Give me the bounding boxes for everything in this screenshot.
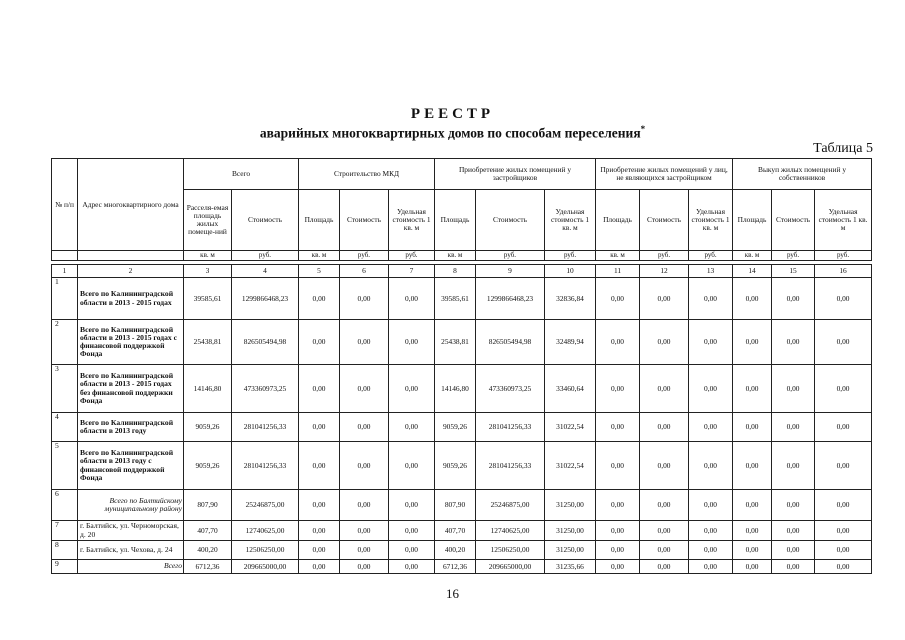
row-value: 281041256,33 [232,442,299,490]
column-number: 8 [435,265,476,278]
row-value: 0,00 [640,278,689,320]
row-value: 0,00 [815,413,872,442]
row-value: 32489,94 [545,320,596,365]
row-value: 0,00 [733,278,772,320]
row-value: 25438,81 [184,320,232,365]
row-number: 8 [52,541,78,560]
row-value: 473360973,25 [476,365,545,413]
unit-cell: кв. м [733,251,772,261]
row-value: 0,00 [733,320,772,365]
row-value: 25438,81 [435,320,476,365]
col-header-area: Площадь [596,190,640,251]
row-value: 0,00 [640,541,689,560]
column-number: 3 [184,265,232,278]
row-address: Всего по Калининградской области в 2013 - 2015 годах без финансовой поддержки Фонда [78,365,184,413]
row-value: 0,00 [299,560,340,574]
table-row [52,413,872,442]
col-header-cost: Стоимость [476,190,545,251]
row-value: 0,00 [596,541,640,560]
row-value: 281041256,33 [476,442,545,490]
row-value: 209665000,00 [232,560,299,574]
row-value: 1299866468,23 [232,278,299,320]
row-value: 0,00 [689,365,733,413]
row-value: 0,00 [299,521,340,541]
row-value: 0,00 [340,560,389,574]
column-number: 12 [640,265,689,278]
row-value: 0,00 [733,413,772,442]
group-header-mkd: Строительство МКД [299,159,435,190]
row-value: 826505494,98 [232,320,299,365]
document-subtitle [0,124,905,142]
row-value: 39585,61 [435,278,476,320]
row-value: 807,90 [184,490,232,521]
row-value: 0,00 [340,442,389,490]
row-value: 0,00 [815,560,872,574]
row-number: 6 [52,490,78,521]
row-value: 0,00 [596,413,640,442]
row-value: 0,00 [733,490,772,521]
row-address: Всего по Калининградской области в 2013 году с финансовой поддержкой Фонда [78,442,184,490]
row-value: 25246875,00 [232,490,299,521]
row-value: 0,00 [596,560,640,574]
row-value: 0,00 [389,490,435,521]
col-header-unit-cost: Удельная стоимость 1 кв. м [689,190,733,251]
table-row [52,560,872,574]
row-number: 2 [52,320,78,365]
row-value: 6712,36 [184,560,232,574]
row-number: 7 [52,521,78,541]
row-value: 0,00 [596,521,640,541]
col-header-unit-cost: Удельная стоимость 1 кв. м [389,190,435,251]
row-value: 0,00 [340,278,389,320]
row-value: 0,00 [689,521,733,541]
units-row [52,251,872,261]
column-number: 9 [476,265,545,278]
row-value: 0,00 [596,490,640,521]
row-address: г. Балтийск, ул. Чехова, д. 24 [78,541,184,560]
row-value: 281041256,33 [232,413,299,442]
units-spacer [78,251,184,261]
col-header-unit-cost: Удельная стоимость 1 кв. м [545,190,596,251]
footnote-mark: * [640,124,646,134]
row-value: 0,00 [299,442,340,490]
row-value: 0,00 [772,278,815,320]
group-header-total: Всего [184,159,299,190]
row-value: 0,00 [815,278,872,320]
unit-cell: кв. м [435,251,476,261]
group-header-buyout: Выкуп жилых помещений у собственников [733,159,872,190]
column-number: 15 [772,265,815,278]
unit-cell: кв. м [184,251,232,261]
row-value: 0,00 [733,521,772,541]
row-value: 0,00 [772,320,815,365]
row-address: Всего по Калининградской области в 2013 - 2015 годах с финансовой поддержкой Фонда [78,320,184,365]
column-number: 11 [596,265,640,278]
row-value: 0,00 [640,413,689,442]
row-value: 14146,80 [184,365,232,413]
row-value: 0,00 [772,490,815,521]
row-value: 9059,26 [435,413,476,442]
row-number: 9 [52,560,78,574]
row-value: 0,00 [596,278,640,320]
table-row [52,521,872,541]
row-value: 0,00 [389,442,435,490]
row-value: 826505494,98 [476,320,545,365]
unit-cell: руб. [340,251,389,261]
unit-cell: руб. [232,251,299,261]
row-value: 31022,54 [545,413,596,442]
col-header-cost: Стоимость [232,190,299,251]
column-number: 4 [232,265,299,278]
column-number: 5 [299,265,340,278]
group-header-developers: Приобретение жилых помещений у застройщиков [435,159,596,190]
column-number: 14 [733,265,772,278]
column-number: 2 [78,265,184,278]
col-header-area: Площадь [733,190,772,251]
row-value: 0,00 [640,521,689,541]
row-value: 0,00 [299,278,340,320]
row-value: 0,00 [299,490,340,521]
column-numbers-row [52,265,872,278]
row-value: 0,00 [815,442,872,490]
column-number: 6 [340,265,389,278]
unit-cell: руб. [640,251,689,261]
row-value: 12506250,00 [476,541,545,560]
row-value: 0,00 [299,365,340,413]
row-value: 209665000,00 [476,560,545,574]
row-value: 0,00 [689,278,733,320]
row-value: 0,00 [689,560,733,574]
col-header-area: Площадь [299,190,340,251]
row-value: 0,00 [689,442,733,490]
col-header-address: Адрес многоквартирного дома [78,159,184,251]
row-value: 31250,00 [545,541,596,560]
column-number: 7 [389,265,435,278]
row-value: 0,00 [815,320,872,365]
row-value: 281041256,33 [476,413,545,442]
row-value: 0,00 [640,490,689,521]
row-value: 0,00 [640,320,689,365]
row-value: 0,00 [596,365,640,413]
row-value: 31250,00 [545,490,596,521]
row-value: 12740625,00 [232,521,299,541]
row-address: г. Балтийск, ул. Черноморская, д. 20 [78,521,184,541]
row-value: 0,00 [389,541,435,560]
row-value: 0,00 [733,560,772,574]
row-value: 0,00 [299,413,340,442]
row-number: 3 [52,365,78,413]
col-header-area-resettled: Расселя-емая площадь жилых помеще-ний [184,190,232,251]
row-value: 0,00 [389,365,435,413]
row-value: 9059,26 [435,442,476,490]
row-value: 407,70 [435,521,476,541]
row-value: 31250,00 [545,521,596,541]
row-value: 0,00 [815,521,872,541]
unit-cell: руб. [689,251,733,261]
row-address: Всего по Калининградской области в 2013 году [78,413,184,442]
row-value: 0,00 [340,490,389,521]
row-value: 9059,26 [184,442,232,490]
row-value: 0,00 [596,442,640,490]
table-row [52,442,872,490]
row-value: 0,00 [815,365,872,413]
row-value: 0,00 [340,541,389,560]
row-value: 0,00 [772,521,815,541]
row-value: 0,00 [772,413,815,442]
table-row [52,278,872,320]
table-row [52,541,872,560]
row-address: Всего по Балтийскому муниципальному району [78,490,184,521]
row-value: 0,00 [815,541,872,560]
row-value: 0,00 [689,490,733,521]
group-header-non-developers: Приобретение жилых помещений у лиц, не являющихся застройщиком [596,159,733,190]
row-value: 0,00 [733,541,772,560]
col-header-cost: Стоимость [340,190,389,251]
row-value: 0,00 [340,320,389,365]
col-header-cost: Стоимость [640,190,689,251]
row-value: 407,70 [184,521,232,541]
row-value: 0,00 [340,521,389,541]
col-header-area: Площадь [435,190,476,251]
page-number: 16 [446,586,459,601]
row-value: 0,00 [299,320,340,365]
unit-cell: кв. м [596,251,640,261]
row-value: 473360973,25 [232,365,299,413]
row-value: 1299866468,23 [476,278,545,320]
row-value: 0,00 [689,541,733,560]
subtitle-text: аварийных многоквартирных домов по способам переселения [259,125,641,141]
column-number: 16 [815,265,872,278]
row-value: 0,00 [389,413,435,442]
row-value: 0,00 [772,560,815,574]
row-value: 0,00 [299,541,340,560]
unit-cell: кв. м [299,251,340,261]
unit-cell: руб. [389,251,435,261]
row-value: 0,00 [640,442,689,490]
row-address: Всего [78,560,184,574]
col-header-num: № п/п [52,159,78,251]
row-value: 0,00 [815,490,872,521]
row-value: 0,00 [389,278,435,320]
row-value: 400,20 [184,541,232,560]
row-number: 5 [52,442,78,490]
row-value: 807,90 [435,490,476,521]
row-value: 0,00 [772,541,815,560]
row-value: 0,00 [733,365,772,413]
row-number: 1 [52,278,78,320]
row-value: 6712,36 [435,560,476,574]
row-value: 0,00 [389,560,435,574]
unit-cell: руб. [476,251,545,261]
row-value: 0,00 [733,442,772,490]
row-value: 0,00 [640,560,689,574]
row-value: 0,00 [689,320,733,365]
row-value: 12506250,00 [232,541,299,560]
column-number: 1 [52,265,78,278]
table-row [52,365,872,413]
row-value: 0,00 [689,413,733,442]
row-value: 0,00 [340,365,389,413]
document-title: РЕЕСТР [410,106,495,122]
row-value: 400,20 [435,541,476,560]
unit-cell: руб. [545,251,596,261]
row-value: 0,00 [596,320,640,365]
col-header-cost: Стоимость [772,190,815,251]
row-value: 32836,84 [545,278,596,320]
row-value: 0,00 [389,320,435,365]
row-number: 4 [52,413,78,442]
row-value: 25246875,00 [476,490,545,521]
unit-cell: руб. [772,251,815,261]
units-spacer [52,251,78,261]
unit-cell: руб. [815,251,872,261]
row-value: 0,00 [340,413,389,442]
row-value: 14146,80 [435,365,476,413]
table-row [52,320,872,365]
row-value: 9059,26 [184,413,232,442]
col-header-unit-cost: Удельная стоимость 1 кв. м [815,190,872,251]
row-value: 0,00 [640,365,689,413]
column-number: 13 [689,265,733,278]
table-row [52,490,872,521]
column-number: 10 [545,265,596,278]
table-label: Таблица 5 [813,141,873,156]
row-value: 0,00 [772,442,815,490]
row-value: 12740625,00 [476,521,545,541]
row-value: 31022,54 [545,442,596,490]
row-value: 0,00 [772,365,815,413]
row-value: 0,00 [389,521,435,541]
row-value: 31235,66 [545,560,596,574]
registry-table [51,158,872,574]
row-value: 39585,61 [184,278,232,320]
row-value: 33460,64 [545,365,596,413]
table-body [52,278,872,574]
row-address: Всего по Калининградской области в 2013 - 2015 годах [78,278,184,320]
